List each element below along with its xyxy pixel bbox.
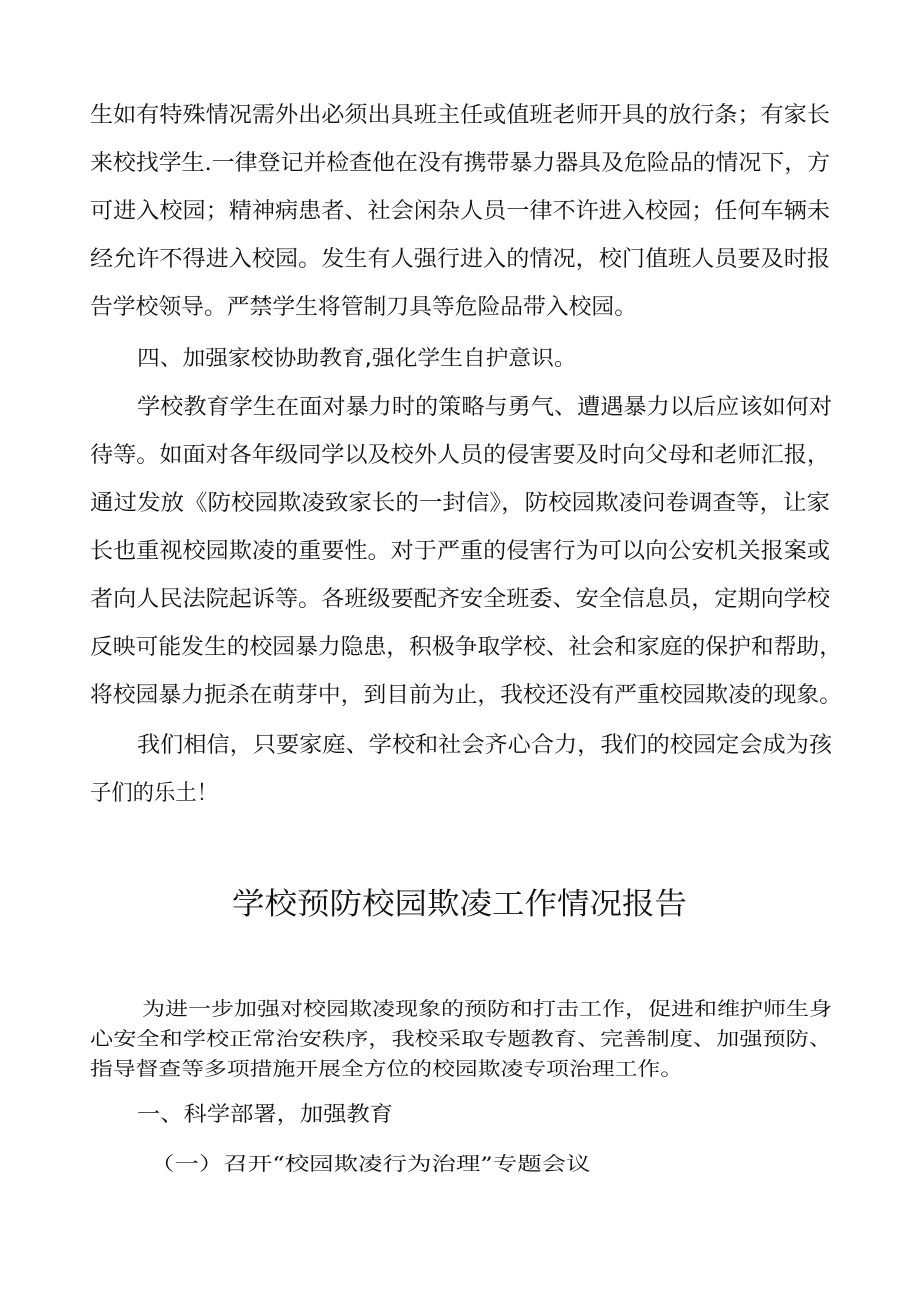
paragraph-line: 经允许不得进入校园。发生有人强行进入的情况，校门值班人员要及时报 bbox=[90, 247, 831, 272]
paragraph-line: 通过发放《防校园欺凌致家长的一封信》，防校园欺凌问卷调查等，让家 bbox=[90, 491, 831, 516]
paragraph-line: 长也重视校园欺凌的重要性。对于严重的侵害行为可以向公安机关报案或 bbox=[90, 539, 831, 564]
paragraph-line: 可进入校园；精神病患者、社会闲杂人员一律不许进入校园；任何车辆未 bbox=[90, 199, 831, 224]
paragraph-line: 者向人民法院起诉等。各班级要配齐安全班委、安全信息员，定期向学校 bbox=[90, 587, 831, 612]
paragraph-line: 反映可能发生的校园暴力隐患，积极争取学校、社会和家庭的保护和帮助， bbox=[90, 635, 843, 660]
paragraph-line: 来校找学生.一律登记并检查他在没有携带暴力器具及危险品的情况下，方 bbox=[90, 151, 830, 176]
paragraph-line: 生如有特殊情况需外出必须出具班主任或值班老师开具的放行条；有家长 bbox=[90, 103, 831, 128]
paragraph-line: 子们的乐土！ bbox=[90, 781, 219, 806]
paragraph-line: 我们相信，只要家庭、学校和社会齐心合力，我们的校园定会成为孩 bbox=[137, 733, 833, 758]
paragraph-line: 告学校领导。严禁学生将管制刀具等危险品带入校园。 bbox=[90, 295, 638, 320]
paragraph-line: 心安全和学校正常治安秩序，我校采取专题教育、完善制度、加强预防、 bbox=[90, 1028, 833, 1050]
paragraph-line: 学校教育学生在面对暴力时的策略与勇气、遭遇暴力以后应该如何对 bbox=[137, 395, 833, 420]
report-title: 学校预防校园欺凌工作情况报告 bbox=[232, 887, 687, 922]
paragraph-line: 待等。如面对各年级同学以及校外人员的侵害要及时向父母和老师汇报， bbox=[90, 443, 831, 468]
report-subsection-heading: （一）召开“校园欺凌行为治理”专题会议 bbox=[150, 1153, 591, 1175]
paragraph-line: 将校园暴力扼杀在萌芽中，到目前为止，我校还没有严重校园欺凌的现象。 bbox=[90, 683, 843, 708]
paragraph-line: 指导督查等多项措施开展全方位的校园欺凌专项治理工作。 bbox=[90, 1058, 684, 1080]
paragraph-line: 为进一步加强对校园欺凌现象的预防和打击工作，促进和维护师生身 bbox=[142, 998, 833, 1020]
section-heading: 四、加强家校协助教育,强化学生自护意识。 bbox=[137, 346, 577, 370]
report-section-heading: 一、科学部署，加强教育 bbox=[137, 1102, 393, 1126]
